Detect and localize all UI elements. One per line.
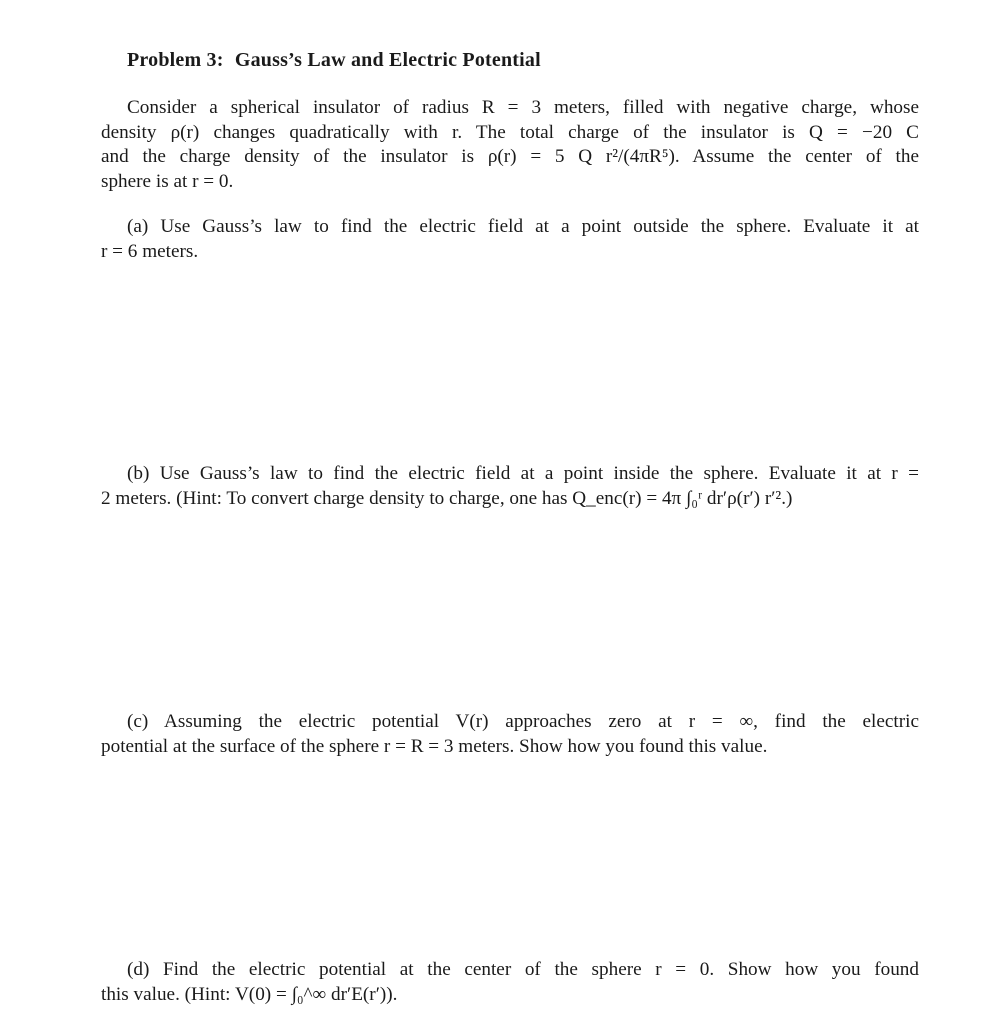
- part-b-line-1: (b) Use Gauss’s law to find the electric field at a point inside the sphere. Evaluate it at r =: [127, 463, 919, 484]
- part-c-line-1: (c) Assuming the electric potential V(r) approaches zero at r = ∞, find the electric: [127, 711, 919, 732]
- part-a-paragraph: [101, 215, 919, 264]
- part-d-line-1: (d) Find the electric potential at the center of the sphere r = 0. Show how you found: [127, 959, 919, 980]
- intro-line-1: Consider a spherical insulator of radius R = 3 meters, filled with negative charge, whose: [127, 97, 919, 118]
- part-b-line-2: 2 meters. (Hint: To convert charge density to charge, one has Q_enc(r) = 4π ∫₀ʳ dr′ρ(r′) r′².): [101, 487, 793, 509]
- part-d-paragraph: [101, 958, 919, 1007]
- problem-title-text: Gauss’s Law and Electric Potential: [234, 49, 541, 71]
- intro-line-2: density ρ(r) changes quadratically with r. The total charge of the insulator is Q = −20 C: [101, 121, 919, 143]
- problem-number: Problem 3:: [127, 49, 224, 71]
- intro-paragraph: [101, 96, 919, 194]
- part-c-line-2: potential at the surface of the sphere r = R = 3 meters. Show how you found this value.: [101, 735, 768, 757]
- intro-line-3: and the charge density of the insulator is ρ(r) = 5 Q r²/(4πR⁵). Assume the center of the: [101, 146, 919, 168]
- problem-title: [127, 49, 541, 72]
- part-a-line-2: r = 6 meters.: [101, 240, 199, 262]
- part-c-paragraph: [101, 710, 919, 759]
- part-b-paragraph: [101, 462, 919, 511]
- part-a-line-1: (a) Use Gauss’s law to find the electric field at a point outside the sphere. Evaluate it at: [127, 216, 919, 237]
- part-d-line-2: this value. (Hint: V(0) = ∫₀^∞ dr′E(r′)).: [101, 983, 398, 1005]
- intro-line-4: sphere is at r = 0.: [101, 170, 234, 192]
